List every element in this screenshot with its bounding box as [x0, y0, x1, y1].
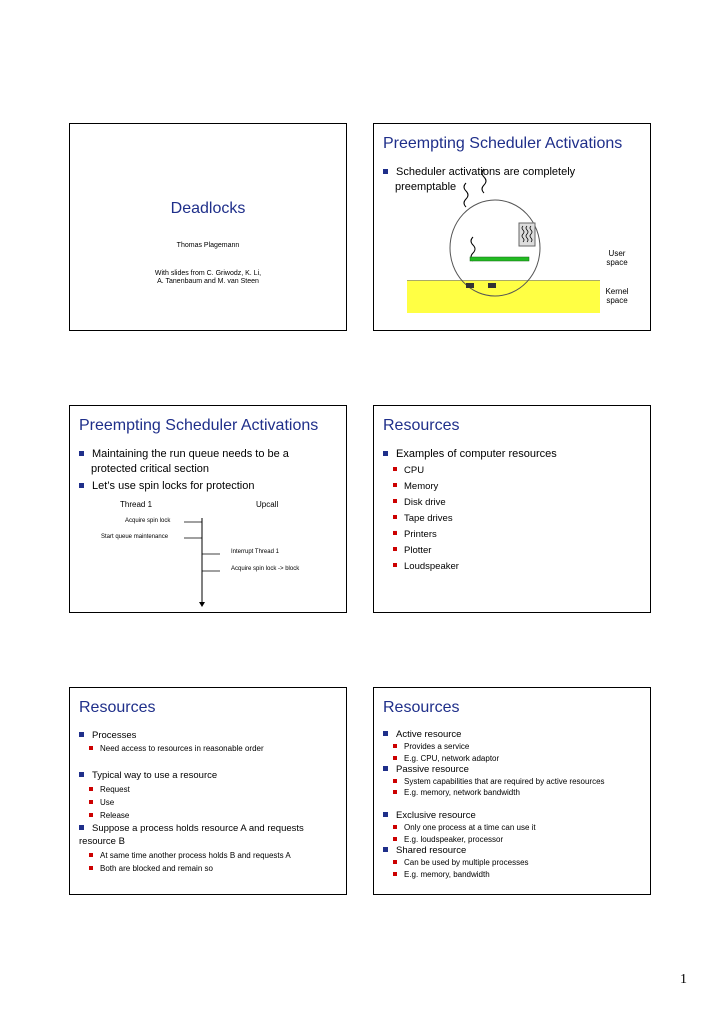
- bullet: Scheduler activations are completely: [383, 166, 575, 178]
- bullet-square-icon: [89, 866, 93, 870]
- slide-resources-3: [373, 687, 651, 895]
- sub-bullet: Use: [89, 798, 114, 807]
- timeline-diagram: [70, 406, 347, 613]
- sub-bullet: Loudspeaker: [393, 561, 459, 572]
- bullet-square-icon: [79, 772, 84, 777]
- bullet-square-icon: [79, 825, 84, 830]
- kernel-slot-icon: [488, 283, 496, 288]
- slide-deadlocks: [69, 123, 347, 331]
- sub-bullet: Only one process at a time can use it: [393, 823, 536, 832]
- timeline-arrow-icon: [199, 602, 205, 607]
- sub-bullet: Need access to resources in reasonable order: [89, 744, 264, 753]
- bullet-square-icon: [393, 872, 397, 876]
- credits-line-1: With slides from C. Griwodz, K. Li,: [154, 270, 262, 277]
- sub-bullet: Tape drives: [393, 513, 453, 524]
- step-label: Acquire spin lock: [125, 518, 171, 524]
- bullet-square-icon: [79, 732, 84, 737]
- sub-bullet: Disk drive: [393, 497, 446, 508]
- bullet-square-icon: [383, 812, 388, 817]
- slide-title: Preempting Scheduler Activations: [383, 135, 623, 152]
- bullet-square-icon: [393, 744, 397, 748]
- bullet: Passive resource: [383, 764, 469, 775]
- bullet-square-icon: [393, 563, 397, 567]
- bullet-square-icon: [383, 451, 388, 456]
- sub-bullet: Plotter: [393, 545, 431, 556]
- bullet-continued: protected critical section: [91, 463, 209, 475]
- bullet-continued: preemptable: [395, 181, 457, 193]
- slide-resources-1: [373, 405, 651, 613]
- sub-bullet: Memory: [393, 481, 438, 492]
- slide-preempting-2: [69, 405, 347, 613]
- bullet-square-icon: [393, 860, 397, 864]
- bullet-square-icon: [393, 825, 397, 829]
- sub-bullet: E.g. memory, network bandwidth: [393, 788, 520, 797]
- page-number: 1: [680, 972, 687, 987]
- slide-title: Preempting Scheduler Activations: [79, 417, 319, 434]
- bullet-square-icon: [383, 766, 388, 771]
- bullet: Examples of computer resources: [383, 448, 557, 460]
- kernel-slot-icon: [466, 283, 474, 288]
- sub-bullet: Provides a service: [393, 742, 469, 751]
- sub-bullet: System capabilities that are required by active resources: [393, 777, 605, 786]
- slide-title: Deadlocks: [170, 200, 246, 217]
- sub-bullet: Printers: [393, 529, 437, 540]
- slide-title: Resources: [79, 699, 156, 716]
- step-label: Acquire spin lock -> block: [231, 566, 300, 572]
- bullet: Typical way to use a resource: [79, 770, 217, 781]
- sub-bullet: Request: [89, 785, 130, 794]
- bullet-square-icon: [383, 847, 388, 852]
- thread-label: Thread 1: [120, 500, 153, 509]
- author: Thomas Plagemann: [176, 242, 240, 249]
- sub-bullet: Can be used by multiple processes: [393, 858, 529, 867]
- process-ellipse: [450, 200, 540, 296]
- slide-title: Resources: [383, 699, 460, 716]
- bullet-square-icon: [89, 813, 93, 817]
- bullet-continued: resource B: [79, 836, 125, 847]
- step-label: Interrupt Thread 1: [231, 549, 279, 555]
- slide-title: Resources: [383, 417, 460, 434]
- bullet-square-icon: [393, 531, 397, 535]
- sub-bullet: Both are blocked and remain so: [89, 864, 213, 873]
- bullet: Processes: [79, 730, 136, 741]
- slide-resources-2: [69, 687, 347, 895]
- kernel-space-label: Kernel space: [605, 287, 629, 305]
- bullet-square-icon: [393, 515, 397, 519]
- slide-preempting-1: [373, 123, 651, 331]
- sub-bullet: Release: [89, 811, 129, 820]
- bullet: Suppose a process holds resource A and requests: [79, 823, 304, 834]
- bullet-square-icon: [89, 853, 93, 857]
- bullet-square-icon: [89, 800, 93, 804]
- sub-bullet: E.g. memory, bandwidth: [393, 870, 490, 879]
- credits-line-2: A. Tanenbaum and M. van Steen: [157, 278, 259, 285]
- bullet-square-icon: [393, 756, 397, 760]
- bullet-square-icon: [393, 779, 397, 783]
- bullet-square-icon: [89, 787, 93, 791]
- bullet-square-icon: [393, 467, 397, 471]
- bullet-square-icon: [383, 731, 388, 736]
- bullet: Active resource: [383, 729, 461, 740]
- user-space-label: User space: [606, 249, 628, 267]
- sub-bullet: E.g. loudspeaker, processor: [393, 835, 503, 844]
- bullet: Exclusive resource: [383, 810, 476, 821]
- bullet-square-icon: [393, 483, 397, 487]
- run-queue-bar: [470, 257, 529, 261]
- bullet-square-icon: [393, 837, 397, 841]
- thread-squiggle-icon: [482, 169, 486, 193]
- upcall-label: Upcall: [256, 500, 279, 509]
- bullet-square-icon: [89, 746, 93, 750]
- step-label: Start queue maintenance: [101, 534, 169, 540]
- bullet-square-icon: [393, 499, 397, 503]
- sub-bullet: At same time another process holds B and requests A: [89, 851, 291, 860]
- bullet: Let’s use spin locks for protection: [79, 480, 254, 492]
- sub-bullet: CPU: [393, 465, 424, 476]
- bullet: Shared resource: [383, 845, 466, 856]
- bullet-square-icon: [393, 790, 397, 794]
- sub-bullet: E.g. CPU, network adaptor: [393, 754, 499, 763]
- thread-squiggle-icon: [464, 183, 468, 207]
- bullet: Maintaining the run queue needs to be a: [79, 448, 289, 460]
- bullet-square-icon: [393, 547, 397, 551]
